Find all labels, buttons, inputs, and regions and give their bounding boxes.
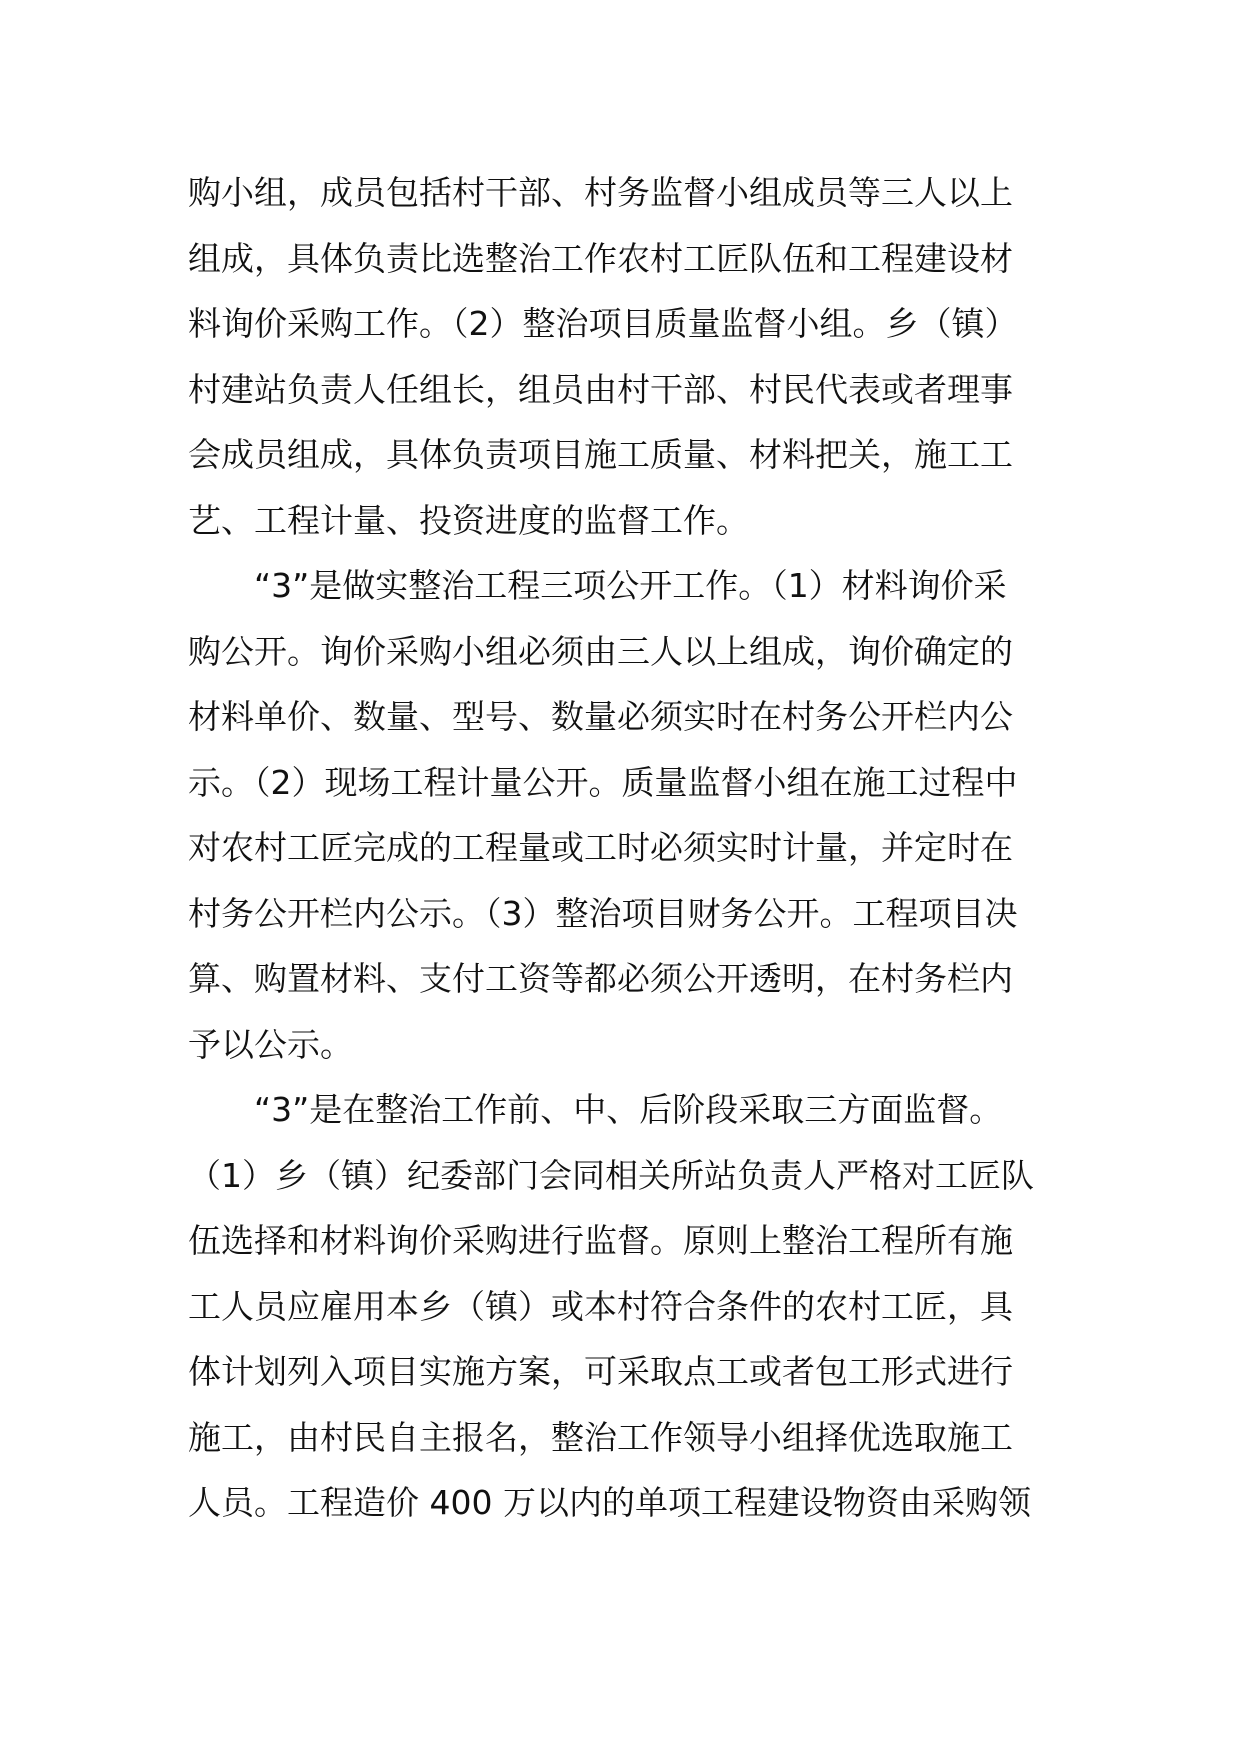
text-line: 艺、工程计量、投资进度的监督工作。 [188,500,749,540]
text-line: 予以公示。 [188,1024,353,1064]
text-line: 工人员应雇用本乡（镇）或本村符合条件的农村工匠，具 [188,1286,1013,1326]
text-line: 购公开。询价采购小组必须由三人以上组成，询价确定的 [188,631,1013,671]
text-line: 村务公开栏内公示。（3）整治项目财务公开。工程项目决 [188,893,1018,933]
text-line: 购小组，成员包括村干部、村务监督小组成员等三人以上 [188,173,1013,212]
text-line: 会成员组成，具体负责项目施工质量、材料把关，施工工 [188,435,1013,474]
text-line: 对农村工匠完成的工程量或工时必须实时计量，并定时在 [188,828,1013,867]
body-text [188,160,1068,1536]
paragraph-start-line: “3”是在整治工作前、中、后阶段采取三方面监督。 [254,1090,1003,1129]
text-line: 体计划列入项目实施方案，可采取点工或者包工形式进行 [188,1352,1013,1391]
text-line: （1）乡（镇）纪委部门会同相关所站负责人严格对工匠队 [188,1155,1034,1195]
text-line: 算、购置材料、支付工资等都必须公开透明，在村务栏内 [188,959,1013,998]
paragraph-start-line: “3”是做实整治工程三项公开工作。（1）材料询价采 [254,566,1007,605]
text-line: 材料单价、数量、型号、数量必须实时在村务公开栏内公 [188,697,1013,736]
text-line: 伍选择和材料询价采购进行监督。原则上整治工程所有施 [188,1221,1013,1260]
text-line: 示。（2）现场工程计量公开。质量监督小组在施工过程中 [188,762,1018,802]
text-line: 村建站负责人任组长，组员由村干部、村民代表或者理事 [188,369,1013,409]
text-line: 施工，由村民自主报名，整治工作领导小组择优选取施工 [188,1417,1013,1457]
text-line: 组成，具体负责比选整治工作农村工匠队伍和工程建设材 [188,238,1013,278]
text-line: 人员。工程造价 400 万以内的单项工程建设物资由采购领 [188,1483,1031,1522]
text-line: 料询价采购工作。（2）整治项目质量监督小组。乡（镇） [188,304,1018,343]
